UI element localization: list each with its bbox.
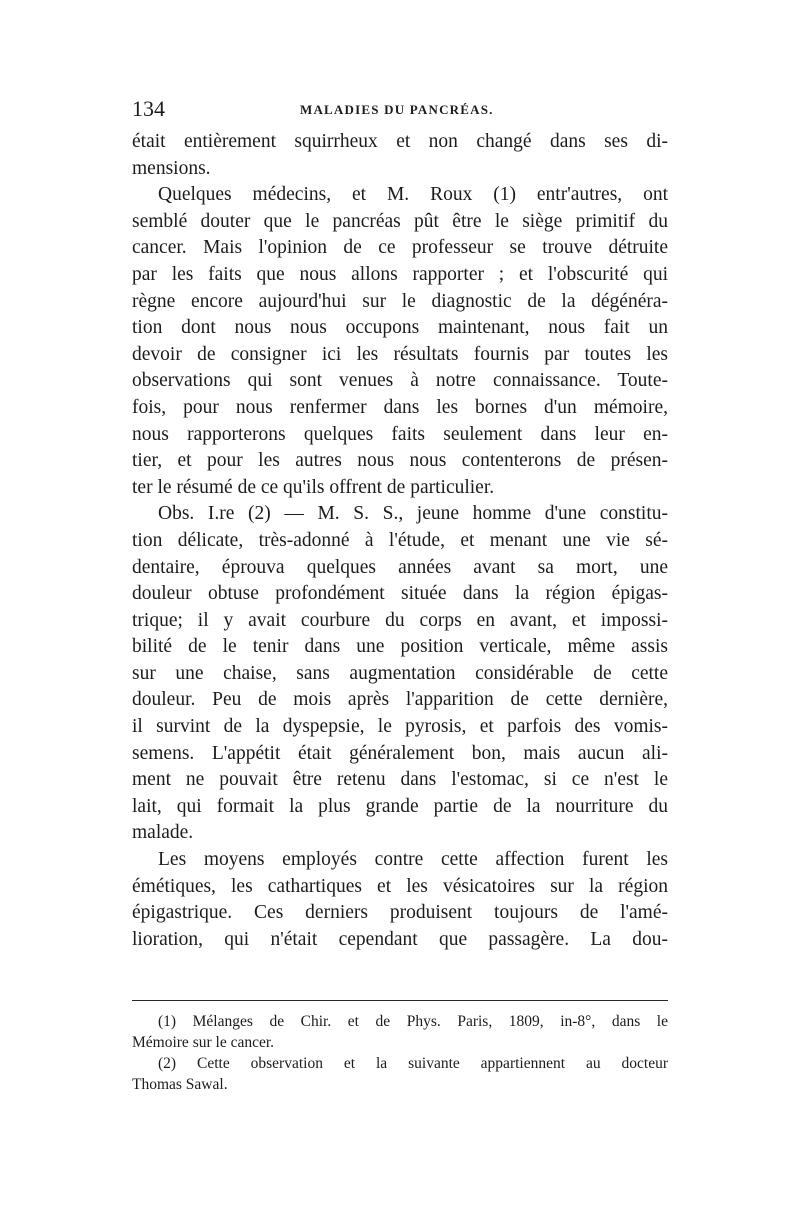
text-line: semblé douter que le pancréas pût être le siège primitif du	[132, 210, 668, 232]
text-line: tion délicate, très-adonné à l'étude, et menant une vie sé-	[132, 529, 668, 551]
text-line: lait, qui formait la plus grande partie de la nourriture du	[132, 795, 668, 817]
footnote-line: Mémoire sur le cancer.	[132, 1034, 275, 1051]
text-line: était entièrement squirrheux et non changé dans ses di-	[132, 131, 668, 152]
text-line: trique; il y avait courbure du corps en avant, et impossi-	[132, 609, 668, 631]
text-line: émétiques, les cathartiques et les vésicatoires sur la région	[132, 875, 668, 897]
text-line: sur une chaise, sans augmentation considérable de cette	[132, 662, 668, 684]
text-line: douleur. Peu de mois après l'apparition de cette dernière,	[132, 689, 668, 711]
text-line: malade.	[132, 822, 194, 844]
text-line: douleur obtuse profondément située dans la région épigas-	[132, 583, 668, 605]
text-line: Les moyens employés contre cette affection furent les	[158, 849, 668, 871]
text-line: tier, et pour les autres nous nous contenterons de présen-	[132, 450, 668, 472]
text-line: règne encore aujourd'hui sur le diagnostic de la dégénéra-	[132, 290, 668, 312]
footnote-line: (1) Mélanges de Chir. et de Phys. Paris, 1809, in-8°, dans le	[158, 1013, 668, 1030]
text-line: par les faits que nous allons rapporter ; et l'obscurité qui	[132, 263, 668, 285]
text-line: Quelques médecins, et M. Roux (1) entr'autres, ont	[158, 184, 668, 206]
text-line: bilité de le tenir dans une position verticale, même assis	[132, 636, 668, 658]
text-line: dentaire, éprouva quelques années avant sa mort, une	[132, 556, 668, 578]
footnote-line: Thomas Sawal.	[132, 1076, 228, 1093]
footnote-line: (2) Cette observation et la suivante appartiennent au docteur	[158, 1055, 668, 1072]
text-line: fois, pour nous renfermer dans les bornes d'un mémoire,	[132, 396, 668, 418]
body-text	[132, 129, 668, 953]
running-head	[132, 98, 672, 120]
page-number: 134	[132, 96, 165, 121]
text-line: observations qui sont venues à notre connaissance. Toute-	[132, 370, 668, 392]
text-line: tion dont nous nous occupons maintenant, nous fait un	[132, 317, 668, 339]
text-line: semens. L'appétit était généralement bon, mais aucun ali-	[132, 742, 668, 764]
footnote-rule	[132, 1000, 668, 1001]
text-line: ter le résumé de ce qu'ils offrent de particulier.	[132, 476, 495, 498]
text-line: ment ne pouvait être retenu dans l'estomac, si ce n'est le	[132, 769, 668, 791]
text-line: épigastrique. Ces derniers produisent toujours de l'amé-	[132, 902, 668, 924]
text-line: cancer. Mais l'opinion de ce professeur se trouve détruite	[132, 237, 668, 259]
running-title: MALADIES DU PANCRÉAS.	[300, 102, 494, 117]
text-line: nous rapporterons quelques faits seulement dans leur en-	[132, 423, 668, 445]
text-line: Obs. I.re (2) — M. S. S., jeune homme d'une constitu-	[158, 503, 668, 525]
text-line: lioration, qui n'était cependant que passagère. La dou-	[132, 928, 668, 950]
text-line: mensions.	[132, 157, 211, 179]
text-line: devoir de consigner ici les résultats fournis par toutes les	[132, 343, 668, 365]
footnotes	[132, 1011, 668, 1095]
text-line: il survint de la dyspepsie, le pyrosis, et parfois des vomis-	[132, 716, 668, 738]
